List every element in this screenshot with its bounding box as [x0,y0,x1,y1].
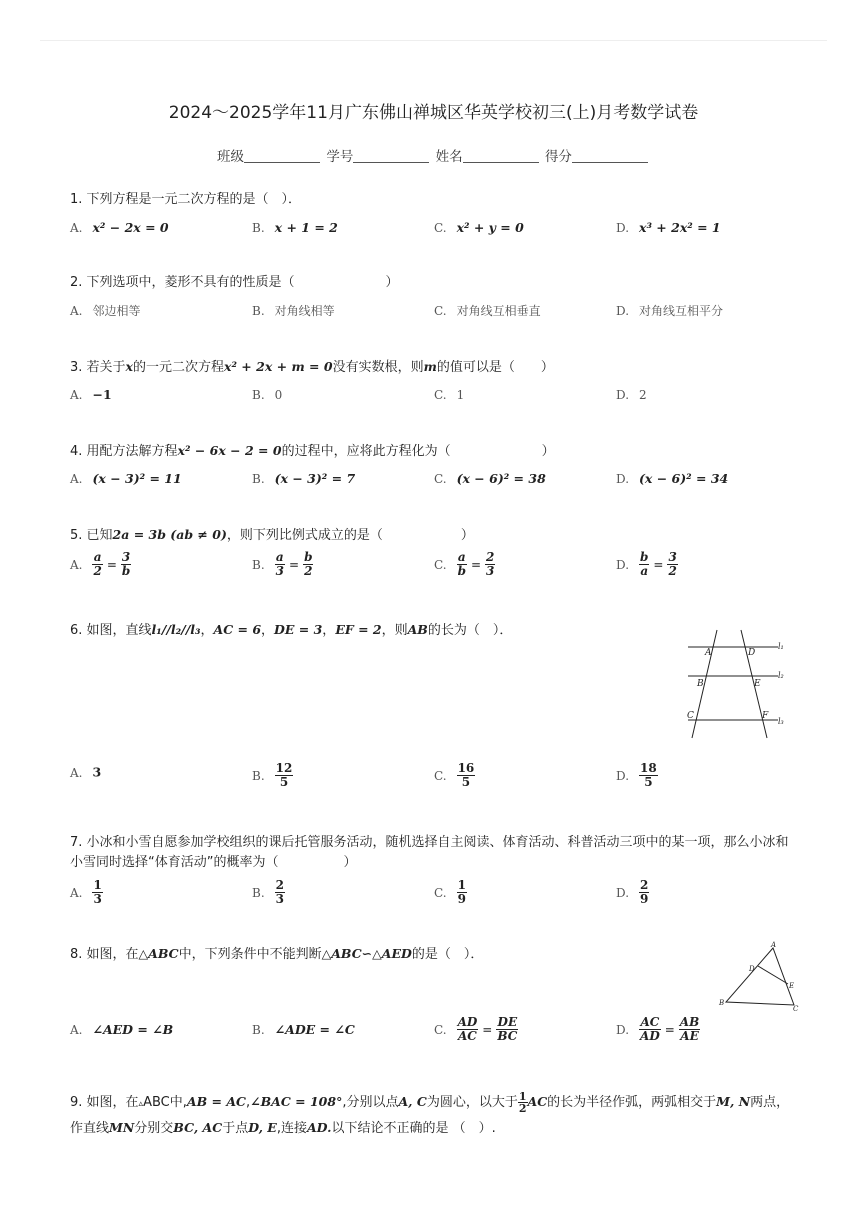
option-b[interactable]: B. x + 1 = 2 [252,220,338,235]
question-stem: 9. 如图，在▵ABC中,AB = AC,∠BAC = 108°,分别以点A, C为圆心，以大于 $\frac{1}{2}$ AC的长为半径作弧，两弧相交于M, N两点，作直线MN分别交BC, AC于点D, E,连接AD.以下结论不正确的是 （ ）. [70,1090,790,1136]
segment-de [758,966,788,984]
name-blank[interactable] [463,148,539,163]
option-a[interactable]: A. $\frac{a}{2}$ = $\frac{3}{b}$ [70,550,131,578]
option-d[interactable]: D. 2 [616,388,647,402]
option-d[interactable]: D. x³ + 2x² = 1 [616,220,721,235]
option-b[interactable]: B. ∠ADE = ∠C [252,1022,355,1037]
label-d: D [748,648,756,658]
label-a: A [771,941,777,949]
page-title: 2024～2025学年11月广东佛山禅城区华英学校初三(上)月考数学试卷 [168,103,699,123]
option-b[interactable]: B. 0 [252,388,283,402]
label-e: E [754,679,761,689]
question-stem: 2. 下列选项中，菱形不具有的性质是（ ） [70,275,399,290]
question-2 [70,273,797,318]
label-l1: l₁ [778,642,784,651]
parallel-lines-figure [684,628,794,744]
question-7 [70,833,797,906]
class-blank[interactable] [244,148,320,163]
question-stem: 5. 已知2a = 3b (ab ≠ 0)，则下列比例式成立的是（ ） [70,527,474,543]
option-b[interactable]: B. $\frac{2}{3}$ [252,878,284,906]
option-b[interactable]: B. $\frac{a}{3}$ = $\frac{b}{2}$ [252,550,313,578]
label-f: F [762,711,769,721]
option-d[interactable]: D. $\frac{b}{a}$ = $\frac{3}{2}$ [616,550,677,578]
option-c[interactable]: C. x² + y = 0 [434,220,524,235]
option-a[interactable]: A. 邻边相等 [70,304,141,318]
question-stem: 1. 下列方程是一元二次方程的是（ ）． [70,192,302,207]
label-d: D [749,965,755,973]
question-stem: 6. 如图，直线l₁//l₂//l₃，AC = 6，DE = 3，EF = 2，则AB的长为（ ）． [70,622,513,638]
triangle-figure [716,940,800,1012]
top-rule [40,40,827,41]
option-c[interactable]: C. $\frac{a}{b}$ = $\frac{2}{3}$ [434,550,495,578]
name-label: 姓名 [435,149,463,165]
label-b: B [719,999,725,1007]
option-c[interactable]: C. 1 [434,388,465,402]
question-5 [70,525,797,578]
label-c: C [793,1005,799,1012]
option-d[interactable]: D. 对角线互相平分 [616,304,724,318]
option-b[interactable]: B. 对角线相等 [252,304,335,318]
score-blank[interactable] [572,148,648,163]
option-a[interactable]: A. x² − 2x = 0 [70,220,169,235]
label-l2: l₂ [778,671,784,680]
question-stem: 7. 小冰和小雪自愿参加学校组织的课后托管服务活动，随机选择自主阅读、体育活动、科普活动三项中的某一项，那么小冰和小雪同时选择“体育活动”的概率为（ ） [70,835,789,870]
question-1 [70,190,797,235]
question-8 [70,944,797,1043]
option-a[interactable]: A. 3 [70,764,102,780]
option-a[interactable]: A. −1 [70,387,112,402]
option-d[interactable]: D. $\frac{AC}{AD}$ = $\frac{AB}{AE}$ [616,1015,700,1043]
class-label: 班级 [217,149,245,165]
option-c[interactable]: C. $\frac{1}{9}$ [434,878,466,906]
label-b: B [697,679,704,689]
option-c[interactable]: C. $\frac{16}{5}$ [434,761,475,789]
triangle-abc [726,948,794,1005]
question-3 [70,357,797,402]
student-id-blank[interactable] [353,148,429,163]
option-a[interactable]: A. (x − 3)² = 11 [70,471,182,486]
option-d[interactable]: D. (x − 6)² = 34 [616,471,729,486]
question-stem: 4. 用配方法解方程x² − 6x − 2 = 0的过程中，应将此方程化为（ ） [70,443,555,459]
question-stem: 3. 若关于x的一元二次方程x² + 2x + m = 0没有实数根，则m的值可以是（ ） [70,359,554,375]
option-d[interactable]: D. $\frac{18}{5}$ [616,761,657,789]
student-info-row [0,145,867,165]
label-l3: l₃ [778,717,784,726]
option-c[interactable]: C. $\frac{AD}{AC}$ = $\frac{DE}{BC}$ [434,1015,518,1043]
question-stem: 8. 如图，在△ABC中，下列条件中不能判断△ABC∽△AED的是（ ）． [70,946,484,962]
question-9 [70,1090,797,1141]
question-4 [70,441,797,486]
transversal-ac [692,630,717,738]
option-b[interactable]: B. (x − 3)² = 7 [252,471,356,486]
option-a[interactable]: A. $\frac{1}{3}$ [70,878,102,906]
student-id-label: 学号 [326,149,354,165]
label-a: A [705,648,712,658]
option-d[interactable]: D. $\frac{2}{9}$ [616,878,649,906]
label-e: E [789,982,795,990]
option-b[interactable]: B. $\frac{12}{5}$ [252,761,293,789]
option-c[interactable]: C. (x − 6)² = 38 [434,471,546,486]
option-c[interactable]: C. 对角线互相垂直 [434,304,541,318]
option-a[interactable]: A. ∠AED = ∠B [70,1022,174,1037]
score-label: 得分 [544,149,572,165]
label-c: C [687,711,694,721]
